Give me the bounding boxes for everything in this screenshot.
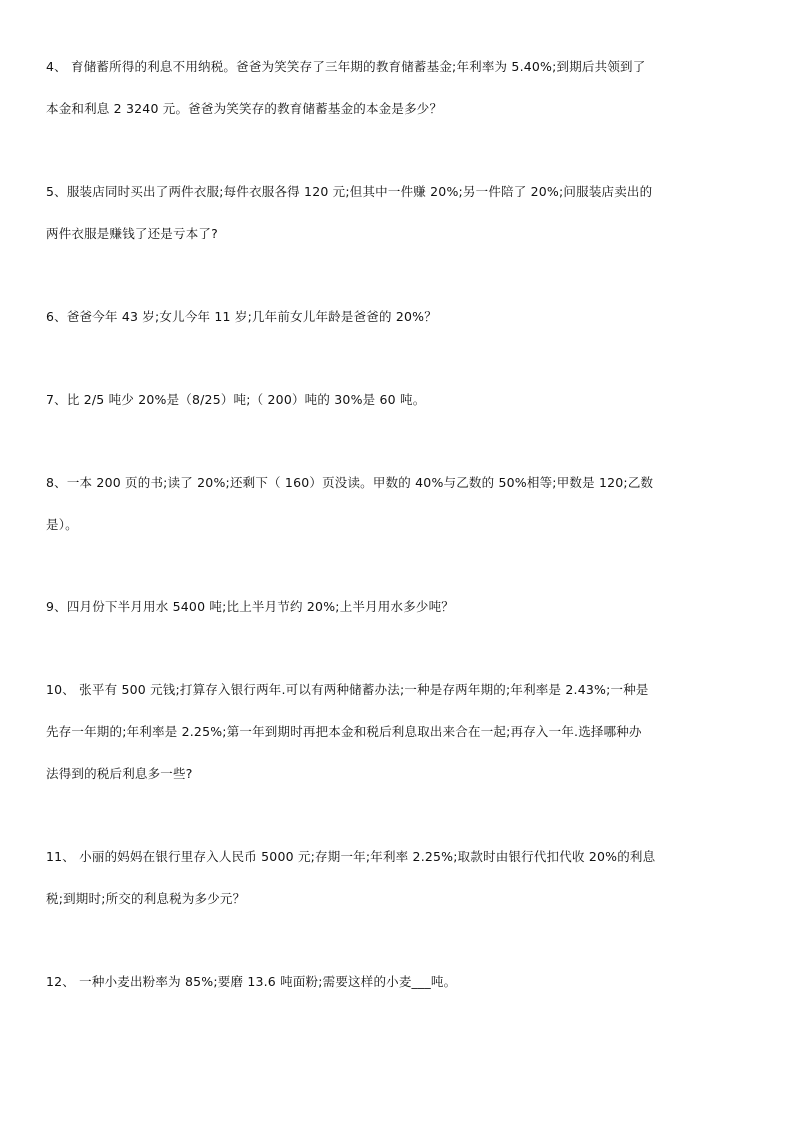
problem-6-line-1: 6、爸爸今年 43 岁;女儿今年 11 岁;几年前女儿年龄是爸爸的 20%？ xyxy=(46,309,437,324)
problem-8-line-1: 8、一本 200 页的书;读了 20%;还剩下（ 160）页没读。甲数的 40%与乙数的 50%相等;甲数是 120;乙数 xyxy=(46,475,654,490)
problem-4-line-2: 本金和利息 2 3240 元。爸爸为笑笑存的教育储蓄基金的本金是多少？ xyxy=(46,101,443,116)
problem-4 xyxy=(46,46,751,130)
problem-10 xyxy=(46,669,751,795)
problem-12 xyxy=(46,961,751,1003)
problem-4-line-1: 4、 育储蓄所得的利息不用纳税。爸爸为笑笑存了三年期的教育储蓄基金;年利率为 5.40%;到期后共领到了 xyxy=(46,59,646,74)
problem-7-line-1: 7、比 2/5 吨少 20%是（8/25）吨;（ 200）吨的 30%是 60 吨。 xyxy=(46,392,426,407)
problem-10-line-3: 法得到的税后利息多一些? xyxy=(46,766,193,781)
problem-9 xyxy=(46,586,751,628)
problem-5-line-1: 5、服装店同时买出了两件衣服;每件衣服各得 120 元;但其中一件赚 20%;另一件陪了 20%;问服装店卖出的 xyxy=(46,184,653,199)
problem-8-line-2: 是）。 xyxy=(46,517,78,532)
problem-10-line-1: 10、 张平有 500 元钱;打算存入银行两年.可以有两种储蓄办法;一种是存两年期的;年利率是 2.43%;一种是 xyxy=(46,682,649,697)
problem-9-line-1: 9、四月份下半月用水 5400 吨;比上半月节约 20%;上半月用水多少吨？ xyxy=(46,599,454,614)
problem-6 xyxy=(46,296,751,338)
problem-11-line-2: 税;到期时;所交的利息税为多少元？ xyxy=(46,891,246,906)
problem-10-line-2: 先存一年期的;年利率是 2.25%;第一年到期时再把本金和税后利息取出来合在一起;再存入一年.选择哪种办 xyxy=(46,724,642,739)
problem-11 xyxy=(46,836,751,920)
problem-5 xyxy=(46,171,751,255)
problem-11-line-1: 11、 小丽的妈妈在银行里存入人民币 5000 元;存期一年;年利率 2.25%;取款时由银行代扣代收 20%的利息 xyxy=(46,849,656,864)
problem-8 xyxy=(46,462,751,546)
problem-5-line-2: 两件衣服是赚钱了还是亏本了? xyxy=(46,226,218,241)
problem-7 xyxy=(46,379,751,421)
problem-12-line-1: 12、 一种小麦出粉率为 85%;要磨 13.6 吨面粉;需要这样的小麦___吨。 xyxy=(46,974,457,989)
